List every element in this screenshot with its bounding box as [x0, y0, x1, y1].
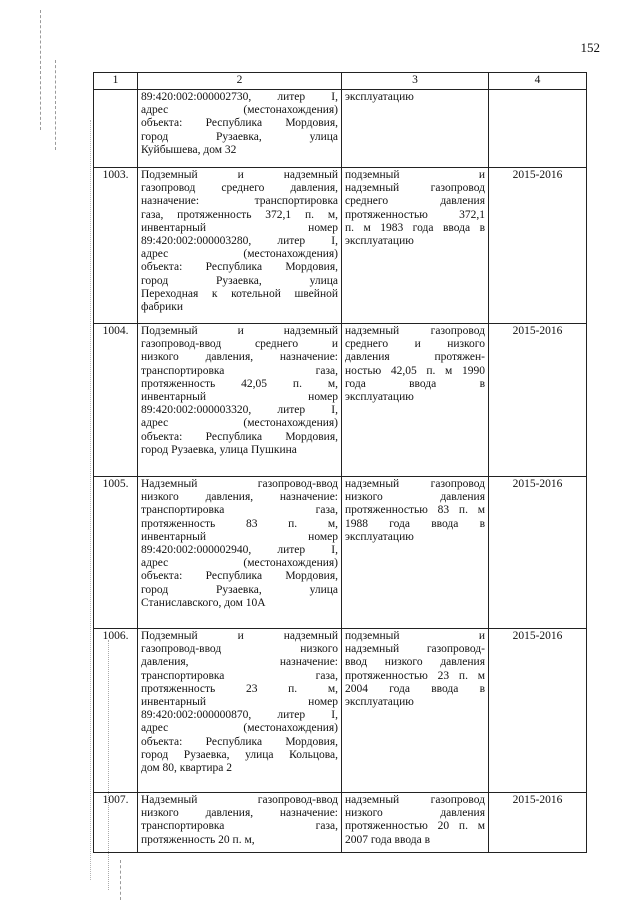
transfer-period: 2015-2016 — [489, 793, 587, 853]
description-line: транспортировка газа, — [141, 504, 338, 517]
table-row — [94, 629, 587, 793]
characteristics-line: протяженностью 372,1 — [345, 208, 485, 221]
description-line: фабрики — [141, 301, 184, 314]
column-header-number: 1 — [94, 73, 138, 90]
property-register-table — [93, 72, 587, 853]
description-line: газа, протяженность 372,1 п. м, — [141, 208, 338, 221]
description-line: транспортировка газа, — [141, 364, 338, 377]
description-line: город Рузаевка, улица Пушкина — [141, 443, 297, 456]
characteristics-line: года ввода в — [345, 377, 485, 390]
object-description — [138, 168, 342, 324]
characteristics-line: низкого давления — [345, 491, 485, 504]
description-line: низкого давления, назначение: — [141, 807, 338, 820]
description-line: адрес (местонахождения) — [141, 248, 338, 261]
table-row — [94, 90, 587, 168]
characteristics-line: 2007 года ввода в — [345, 833, 431, 846]
description-line: адрес (местонахождения) — [141, 417, 338, 430]
row-number: 1006. — [94, 629, 138, 793]
description-line: объекта: Республика Мордовия, — [141, 735, 338, 748]
description-line: Куйбышева, дом 32 — [141, 143, 237, 156]
characteristics-line: подземный и — [345, 169, 485, 181]
table-row — [94, 477, 587, 629]
description-line: 89:420:002:000002730, литер I, — [141, 91, 338, 103]
characteristics-line: эксплуатацию — [345, 91, 414, 103]
characteristics-line: протяженностью 20 п. м — [345, 820, 485, 833]
object-characteristics — [342, 168, 489, 324]
object-description — [138, 793, 342, 853]
characteristics-line: протяженностью 83 п. м — [345, 504, 485, 517]
object-description — [138, 324, 342, 477]
description-line: город Рузаевка, улица — [141, 274, 338, 287]
description-line: объекта: Республика Мордовия, — [141, 570, 338, 583]
characteristics-line: эксплуатацию — [345, 696, 414, 709]
object-description — [138, 629, 342, 793]
description-line: протяженность 20 п. м, — [141, 833, 255, 846]
characteristics-line: надземный газопровод — [345, 478, 485, 490]
description-line: давления, назначение: — [141, 656, 338, 669]
object-characteristics — [342, 629, 489, 793]
characteristics-line: давления протяжен- — [345, 351, 485, 364]
description-line: объекта: Республика Мордовия, — [141, 430, 338, 443]
description-line: газопровод среднего давления, — [141, 182, 338, 195]
table-row — [94, 168, 587, 324]
description-line: газопровод-ввод низкого — [141, 643, 338, 656]
description-line: протяженность 42,05 п. м, — [141, 377, 338, 390]
description-line: транспортировка газа, — [141, 669, 338, 682]
scan-artifact — [55, 60, 56, 150]
characteristics-line: надземный газопровод — [345, 794, 485, 806]
description-line: город Рузаевка, улица Кольцова, — [141, 748, 338, 761]
characteristics-line: подземный и — [345, 630, 485, 642]
description-line: адрес (местонахождения) — [141, 557, 338, 570]
description-line: низкого давления, назначение: — [141, 351, 338, 364]
column-header-description: 2 — [138, 73, 342, 90]
object-characteristics — [342, 90, 489, 168]
description-line: город Рузаевка, улица — [141, 130, 338, 143]
description-line: инвентарный номер — [141, 391, 338, 404]
page-number: 152 — [580, 40, 600, 55]
description-line: адрес (местонахождения) — [141, 722, 338, 735]
table-row — [94, 793, 587, 853]
transfer-period: 2015-2016 — [489, 629, 587, 793]
characteristics-line: эксплуатацию — [345, 391, 414, 404]
description-line: назначение: транспортировка — [141, 195, 338, 208]
characteristics-line: надземный газопровод — [345, 325, 485, 337]
description-line: Надземный газопровод-ввод — [141, 478, 338, 490]
object-characteristics — [342, 324, 489, 477]
transfer-period: 2015-2016 — [489, 168, 587, 324]
description-line: протяженность 83 п. м, — [141, 517, 338, 530]
table-header-row — [94, 73, 587, 90]
description-line: 89:420:002:000003280, литер I, — [141, 235, 338, 248]
object-description — [138, 477, 342, 629]
description-line: Подземный и надземный — [141, 325, 338, 337]
description-line: объекта: Республика Мордовия, — [141, 117, 338, 130]
object-characteristics — [342, 793, 489, 853]
object-description — [138, 90, 342, 168]
characteristics-line: эксплуатацию — [345, 530, 414, 543]
row-number: 1007. — [94, 793, 138, 853]
description-line: 89:420:002:000000870, литер I, — [141, 709, 338, 722]
column-header-period: 4 — [489, 73, 587, 90]
description-line: низкого давления, назначение: — [141, 491, 338, 504]
description-line: газопровод-ввод среднего и — [141, 338, 338, 351]
characteristics-line: протяженностью 23 п. м — [345, 669, 485, 682]
scan-artifact — [120, 860, 121, 900]
table-row — [94, 324, 587, 477]
characteristics-line: п. м 1983 года ввода в — [345, 221, 485, 234]
description-line: адрес (местонахождения) — [141, 104, 338, 117]
row-number: 1004. — [94, 324, 138, 477]
description-line: город Рузаевка, улица — [141, 583, 338, 596]
column-header-note: 3 — [342, 73, 489, 90]
description-line: Станиславского, дом 10А — [141, 596, 266, 609]
characteristics-line: ностью 42,05 п. м 1990 — [345, 364, 485, 377]
characteristics-line: 2004 года ввода в — [345, 682, 485, 695]
characteristics-line: 1988 года ввода в — [345, 517, 485, 530]
description-line: Переходная к котельной швейной — [141, 287, 338, 300]
description-line: транспортировка газа, — [141, 820, 338, 833]
description-line: дом 80, квартира 2 — [141, 762, 233, 775]
characteristics-line: эксплуатацию — [345, 235, 414, 248]
characteristics-line: надземный газопровод- — [345, 643, 485, 656]
scan-artifact — [90, 120, 91, 880]
description-line: Надземный газопровод-ввод — [141, 794, 338, 806]
description-line: Подземный и надземный — [141, 630, 338, 642]
description-line: объекта: Республика Мордовия, — [141, 261, 338, 274]
description-line: 89:420:002:000003320, литер I, — [141, 404, 338, 417]
characteristics-line: среднего давления — [345, 195, 485, 208]
characteristics-line: надземный газопровод — [345, 182, 485, 195]
transfer-period — [489, 90, 587, 168]
characteristics-line: среднего и низкого — [345, 338, 485, 351]
characteristics-line: низкого давления — [345, 807, 485, 820]
transfer-period: 2015-2016 — [489, 324, 587, 477]
row-number — [94, 90, 138, 168]
description-line: инвентарный номер — [141, 696, 338, 709]
characteristics-line: ввод низкого давления — [345, 656, 485, 669]
scan-artifact — [40, 10, 41, 130]
object-characteristics — [342, 477, 489, 629]
description-line: 89:420:002:000002940, литер I, — [141, 544, 338, 557]
description-line: инвентарный номер — [141, 530, 338, 543]
row-number: 1005. — [94, 477, 138, 629]
transfer-period: 2015-2016 — [489, 477, 587, 629]
description-line: Подземный и надземный — [141, 169, 338, 181]
description-line: протяженность 23 п. м, — [141, 682, 338, 695]
row-number: 1003. — [94, 168, 138, 324]
description-line: инвентарный номер — [141, 221, 338, 234]
